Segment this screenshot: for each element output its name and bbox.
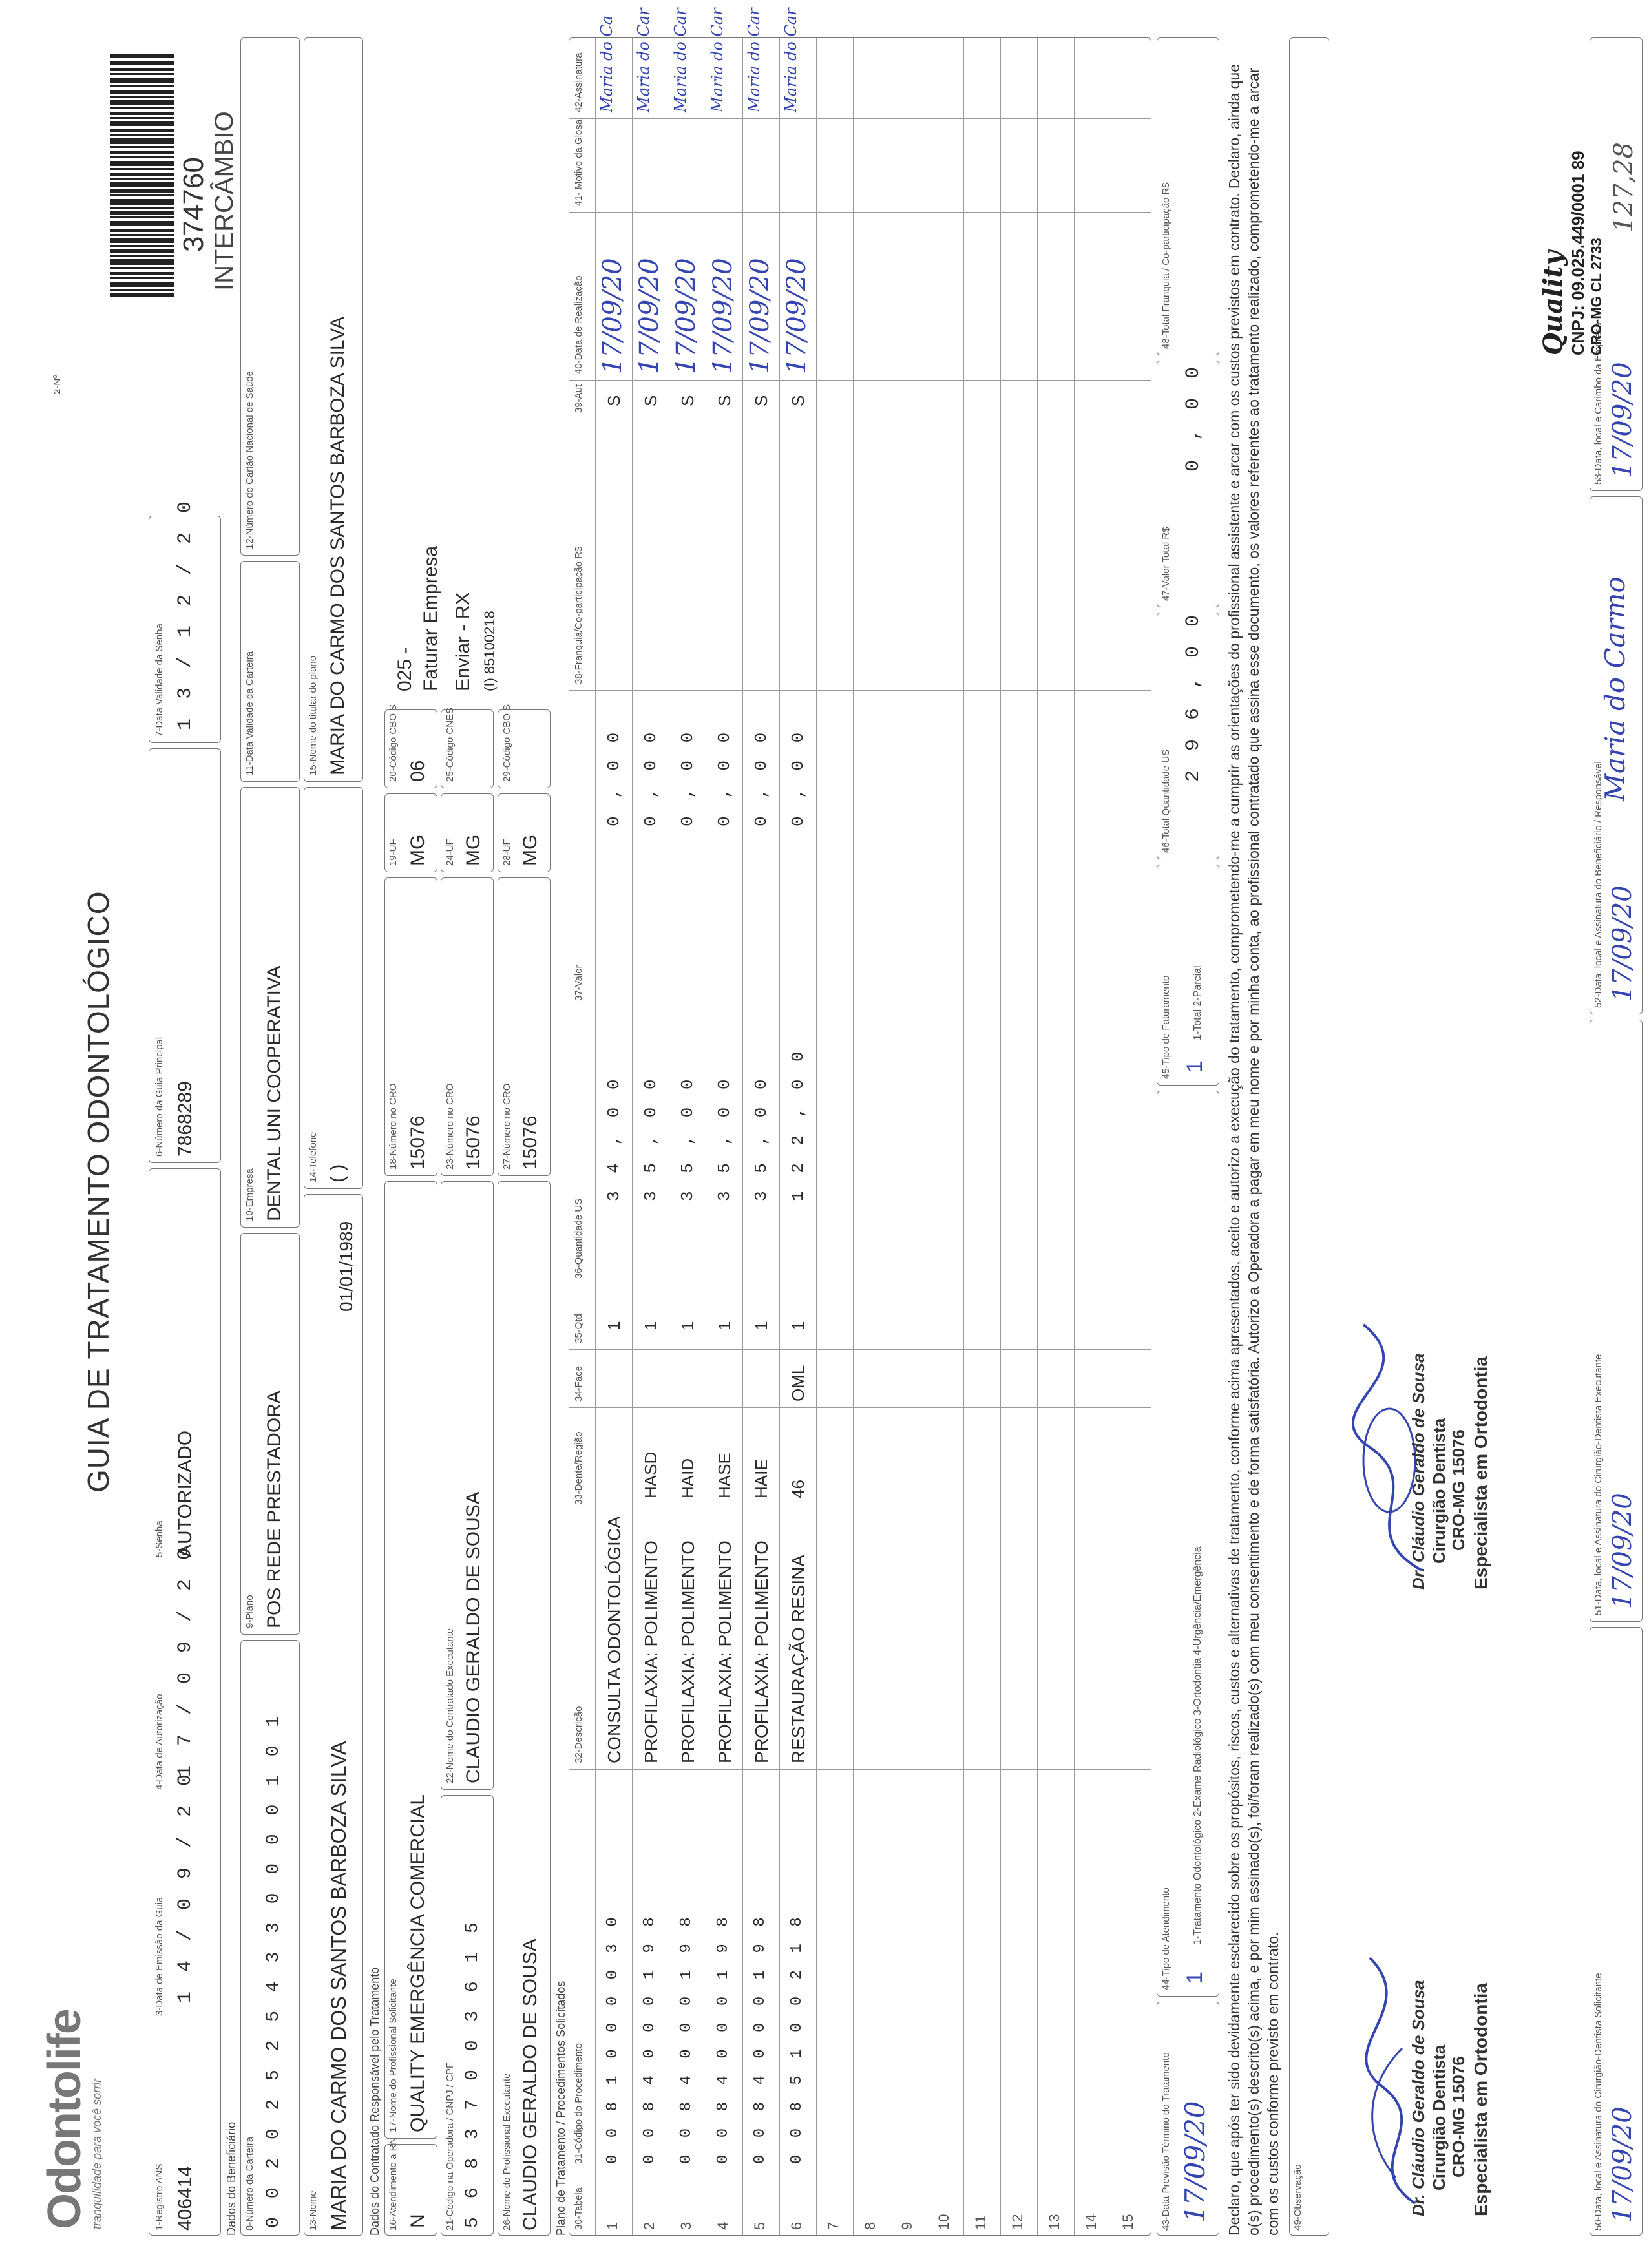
table-row [1111,38,1148,2235]
registro-ans-value: 406414 [174,2165,196,2231]
col-aut: 39-Aut [573,384,584,413]
tipo-atend-legend: 1-Tratamento Odontológico 2-Exame Radiológico 3-Ortodontia 4-Urgência/Emergência [1192,1546,1203,1945]
valor-total-label: 47-Valor Total R$ [1161,527,1171,601]
cell-descricao: CONSULTA ODONTOLÓGICA [604,1516,624,1763]
prof-exec-value: CLAUDIO GERALDO DE SOUSA [520,1938,541,2231]
table-row [1000,38,1037,2235]
data-emissao-value: 1 4 / 0 9 / 2 0 [174,1770,196,2003]
cell-dente: HASE [715,1453,734,1498]
side-note-code: 025 - [394,647,415,691]
col-dente: 33-Dente/Região [573,1431,584,1505]
data-emissao-label: 3-Data de Emissão da Guia [154,1896,165,2016]
col-franquia: 38-Franquia/Co-participação R$ [573,546,584,684]
stamp-solicitante-spec: Especialista em Ortodontia [1471,1983,1491,2216]
stamp-solicitante [1344,1932,1491,2216]
registro-ans-label: 1-Registro ANS [154,2163,165,2231]
uf28-label: 28-UF [501,839,512,866]
sig51-date: 17/09/20 [1608,1493,1637,1609]
cell-aut: S [751,395,771,406]
company-stamp [1538,151,1605,355]
cell-descricao: PROFILAXIA: POLIMENTO [641,1540,661,1763]
col-us: 36-Quantidade US [573,1198,584,1279]
table-row [853,38,890,2235]
col-descricao: 32-Descrição [573,1706,584,1763]
nome-value: MARIA DO CARMO DOS SANTOS BARBOZA SILVA [327,1741,350,2231]
declaracao-text: Declaro, que após ter sido devidamente esclarecido sobre os propósitos, riscos, custos e alternativas de tratamento, conforme acima apresentados, aceito e autorizo a execução do tratamento, comprometendo-me a cumprir as orientações do profissional assistente e arcar com os custos previstos em contrato. Declaro, ainda que o(s) procedimento(s) descrito(s) acima, e por mim assinado(s), foi/foram realizado(s) com meu consentimento e de forma satisfatória. Autorizo a Operadora a pagar em meu nome e por minha conta, ao profissional contratado que assina esse documento, os valores referentes ao tratamento realizado, comprometendo-me a arcar com os custos conforme previsto em contrato. [1226,64,1281,2236]
validade-carteira-label: 11-Data Validade da Carteira [244,651,255,775]
previsao-value: 17/09/20 [1179,2101,1211,2223]
cell-us: 3 5 , 0 0 [641,1075,660,1201]
cro23-label: 23-Número no CRO [445,1083,456,1170]
cbo20-label: 20-Código CBO S [388,704,399,782]
col-valor: 37-Valor [573,965,584,1001]
cell-aut: S [715,395,734,406]
cell-qtd: 1 [678,1321,697,1330]
cell-n: 7 [825,2221,841,2230]
plano-value: POS REDE PRESTADORA [264,1391,285,1628]
cell-codigo: 0 0 8 1 0 0 0 0 3 0 [604,1913,622,2164]
page-title: GUIA DE TRATAMENTO ODONTOLÓGICO [81,890,115,1493]
cell-data: 17/09/20 [708,258,738,374]
guide-number-label: 2-Nº [52,375,63,394]
cell-n: 13 [1046,2214,1062,2230]
cell-qtd: 1 [751,1321,771,1330]
logo-tagline: tranquilidade para você sorrir [90,2078,103,2229]
cbo29-label: 29-Código CBO S [501,704,512,782]
total-franquia-label: 48-Total Franquia / Co-participação R$ [1161,182,1171,349]
contratado-exec-value: CLAUDIO GERALDO DE SOUSA [463,1491,484,1783]
total-us-label: 46-Total Quantidade US [1161,749,1171,853]
observacao-label: 49-Observação [1292,2164,1303,2231]
table-row [595,15,632,2235]
cell-assin: Maria do Car [635,8,653,112]
tipo-fat-value: 1 [1182,1060,1207,1073]
prof-solicitante-value: QUALITY EMERGÊNCIA COMERCIAL [407,1794,428,2132]
cbo20-value: 06 [407,760,428,782]
tipo-atend-label: 44-Tipo de Atendimento [1161,1887,1171,1990]
cro18-label: 18-Número no CRO [388,1083,399,1170]
barcode-number: 374760 [178,157,209,252]
cell-n: 1 [604,2221,620,2230]
intercambio-label: INTERCÂMBIO [210,111,238,291]
uf28-value: MG [520,834,541,866]
cell-qtd: 1 [715,1321,734,1330]
cell-data: 17/09/20 [671,258,701,374]
section-plano: Plano de Tratamento / Procedimentos Solicitados [554,1980,567,2236]
company-stamp-cnpj: CNPJ: 09.025.449/0001 89 [1568,151,1588,355]
cell-us: 3 5 , 0 0 [751,1075,771,1201]
stamp-solicitante-role: Cirurgião Dentista [1429,2044,1449,2190]
table-row [963,38,1000,2235]
cell-us: 1 2 2 , 0 0 [788,1047,808,1201]
col-tabela: 30-Tabela [573,2187,584,2230]
cell-codigo: 0 0 8 4 0 0 0 1 9 8 [751,1913,769,2164]
table-row [816,38,853,2235]
stamp-solicitante-cro: CRO-MG 15076 [1449,2056,1468,2178]
cell-n: 12 [1009,2214,1025,2230]
table-row [632,8,669,2235]
cro23-value: 15076 [463,1115,484,1170]
rn-value: N [407,2214,428,2228]
sig53-label: 53-Data, local e Carimbo da Empresa [1593,322,1604,485]
barcode [110,52,174,297]
stamp-executante-spec: Especialista em Ortodontia [1471,1356,1491,1590]
sig52-name: Maria do Carmo [1599,576,1631,801]
guia-principal-value: 7868289 [174,1081,196,1157]
cell-codigo: 0 0 8 4 0 0 0 1 9 8 [641,1913,658,2164]
senha-value: AUTORIZADO [174,1430,196,1557]
total-us-value: 2 9 6 , 0 0 [1182,611,1204,782]
cell-n: 11 [972,2215,989,2230]
table-row [1074,38,1111,2235]
logo [39,2010,104,2229]
sig51-label: 51-Data, local e Assinatura do Cirurgião-Dentista Executante [1593,1354,1604,1615]
stamp-executante-role: Cirurgião Dentista [1429,1418,1449,1564]
cnpj-label: 21-Código na Operadora / CNPJ / CPF [445,2062,456,2231]
cell-valor: 0 , 0 0 [715,728,734,826]
cell-n: 10 [936,2214,952,2230]
validade-senha-label: 7-Data Validade da Senha [154,624,165,737]
telefone-box [304,787,363,1189]
col-assinatura: 42-Assinatura [573,52,584,112]
table-row [706,8,742,2235]
tipo-fat-legend: 1-Total 2-Parcial [1192,965,1203,1040]
cell-descricao: RESTAURAÇÃO RESINA [788,1554,808,1763]
cell-data: 17/09/20 [598,258,627,374]
cell-data: 17/09/20 [745,258,775,374]
cro18-value: 15076 [407,1115,428,1170]
cell-n: 6 [788,2221,804,2230]
cell-descricao: PROFILAXIA: POLIMENTO [715,1540,735,1763]
cnes25-label: 25-Código CNES [445,707,456,782]
table-row [742,8,779,2235]
sig50-label: 50-Data, local e Assinatura do Cirurgião-Dentista Solicitante [1593,1973,1604,2231]
nascimento-value: 01/01/1989 [336,1221,356,1312]
cell-n: 8 [862,2221,878,2230]
col-face: 34-Face [573,1365,584,1402]
side-note-faturar: Faturar Empresa [420,545,441,691]
cell-n: 2 [641,2221,657,2230]
titular-label: 15-Nome do titular do plano [308,655,319,775]
stamp-executante-cro: CRO-MG 15076 [1449,1429,1468,1551]
col-glosa: 41- Motivo da Glosa [573,119,584,206]
cell-assin: Maria do Car [708,8,726,112]
cell-n: 9 [899,2221,915,2230]
telefone-label: 14-Telefone [308,1131,319,1182]
cell-face: OML [788,1365,808,1402]
cell-valor: 0 , 0 0 [678,728,697,826]
cell-aut: S [641,395,660,406]
cell-dente: HASD [641,1451,660,1498]
cell-aut: S [678,395,697,406]
cro27-value: 15076 [520,1115,541,1170]
cell-n: 5 [751,2221,768,2230]
contratado-exec-label: 22-Nome do Contratado Executante [445,1628,456,1783]
tipo-atend-value: 1 [1182,1971,1207,1984]
cell-qtd: 1 [641,1321,660,1330]
cell-aut: S [604,395,624,406]
tipo-atend-box [1157,1091,1219,1997]
logo-brand: Odontolife [39,2010,90,2229]
company-stamp-cro: CRO-MG CL 2733 [1588,238,1604,355]
empresa-label: 10-Empresa [244,1168,255,1221]
cnpj-value: 5 6 8 3 7 0 0 3 6 1 5 [463,1918,483,2228]
guia-principal-label: 6-Número da Guia Principal [154,1036,165,1157]
cell-assin: Maria do Ca [598,15,616,112]
cell-assin: Maria do Car [782,8,800,112]
senha-label: 5-Senha [154,1520,165,1557]
col-qtd: 35-Qtd [573,1314,584,1343]
numero-carteira-value: 0 0 2 0 2 5 2 5 4 3 3 0 0 0 0 1 0 1 [264,1712,284,2228]
numero-carteira-label: 8-Número da Carteira [244,2136,255,2231]
cell-valor: 0 , 0 0 [641,728,660,826]
cell-aut: S [788,395,808,406]
nome-label: 13-Nome [308,2190,319,2231]
tipo-fat-label: 45-Tipo de Faturamento [1161,975,1171,1079]
table-row [1037,38,1074,2235]
cell-qtd: 1 [604,1321,624,1330]
titular-value: MARIA DO CARMO DOS SANTOS BARBOZA SILVA [327,316,348,775]
rn-label: 16-Atendimento a RN [388,2137,399,2231]
uf24-label: 24-UF [445,839,456,866]
cell-us: 3 5 , 0 0 [678,1075,697,1201]
side-note-phone: (I) 85100218 [481,611,498,691]
cell-n: 4 [715,2221,731,2230]
observacao-box [1289,37,1329,2236]
cell-us: 3 4 , 0 0 [604,1075,624,1201]
empresa-value: DENTAL UNI COOPERATIVA [264,965,285,1221]
cell-codigo: 0 0 8 4 0 0 0 1 9 8 [678,1913,695,2164]
stamp-solicitante-name: Dr. Cláudio Geraldo de Sousa [1409,1980,1428,2216]
cell-descricao: PROFILAXIA: POLIMENTO [751,1540,772,1763]
sig53-date: 17/09/20 [1608,362,1637,478]
cell-valor: 0 , 0 0 [788,728,808,826]
table-row [779,8,816,2235]
cell-assin: Maria do Car [745,8,763,112]
data-autorizacao-value: 1 7 / 0 9 / 2 0 [174,1544,196,1777]
sig50-date: 17/09/20 [1608,2106,1637,2223]
cell-descricao: PROFILAXIA: POLIMENTO [678,1540,698,1763]
cell-n: 3 [678,2221,694,2230]
section-beneficiario: Dados do Beneficiário [225,2121,238,2236]
cell-qtd: 1 [788,1321,808,1330]
col-codigo: 31-Código do Procedimento [573,2043,584,2164]
cell-data: 17/09/20 [635,258,664,374]
sig52-label: 52-Data, local e Assinatura do Beneficiário / Responsável [1593,761,1604,1008]
cell-dente: HAIE [751,1459,771,1498]
table-row [927,38,963,2235]
table-row [890,38,927,2235]
table-row [669,8,706,2235]
company-stamp-name: Quality [1538,251,1568,355]
cell-valor: 0 , 0 0 [604,728,624,826]
telefone-value: ( ) [327,1164,348,1182]
previsao-label: 43-Data Previsão Término do Tratamento [1161,2052,1171,2231]
procedures-table [569,8,1151,2236]
prof-exec-label: 26-Nome do Profissional Executante [501,2073,512,2231]
cell-dente: 46 [788,1480,808,1498]
col-data: 40-Data de Realização [573,275,584,374]
valor-total-value: 0 , 0 0 [1182,362,1204,472]
cell-codigo: 0 0 8 5 1 0 0 2 1 8 [788,1913,806,2164]
cell-codigo: 0 0 8 4 0 0 0 1 9 8 [715,1913,732,2164]
validade-senha-value: 1 3 / 1 2 / 2 0 [174,497,196,730]
uf19-label: 19-UF [388,839,399,866]
section-contratado: Dados do Contratado Responsável pelo Tratamento [368,1967,381,2236]
cro27-label: 27-Número no CRO [501,1083,512,1170]
plano-label: 9-Plano [244,1595,255,1628]
stamp-executante [1344,1305,1491,1590]
prof-solicitante-label: 17-Nome do Profissional Solicitante [388,1979,399,2132]
handwritten-total: 127,28 [1609,142,1639,233]
cell-us: 3 5 , 0 0 [715,1075,734,1201]
data-autorizacao-label: 4-Data de Autorização [154,1694,165,1790]
cell-data: 17/09/20 [782,258,812,374]
cell-dente: HAID [678,1458,697,1498]
cell-n: 15 [1120,2214,1136,2230]
cell-valor: 0 , 0 0 [751,728,771,826]
stamp-executante-name: Dr. Cláudio Geraldo de Sousa [1409,1353,1428,1590]
cartao-nacional-label: 12-Número do Cartão Nacional de Saúde [244,371,255,549]
sig52-date: 17/09/20 [1608,885,1637,1002]
uf19-value: MG [407,834,428,866]
uf24-value: MG [463,834,484,866]
cell-assin: Maria do Car [671,8,689,112]
side-note-enviar: Enviar - RX [452,592,474,691]
cell-n: 14 [1083,2214,1099,2230]
